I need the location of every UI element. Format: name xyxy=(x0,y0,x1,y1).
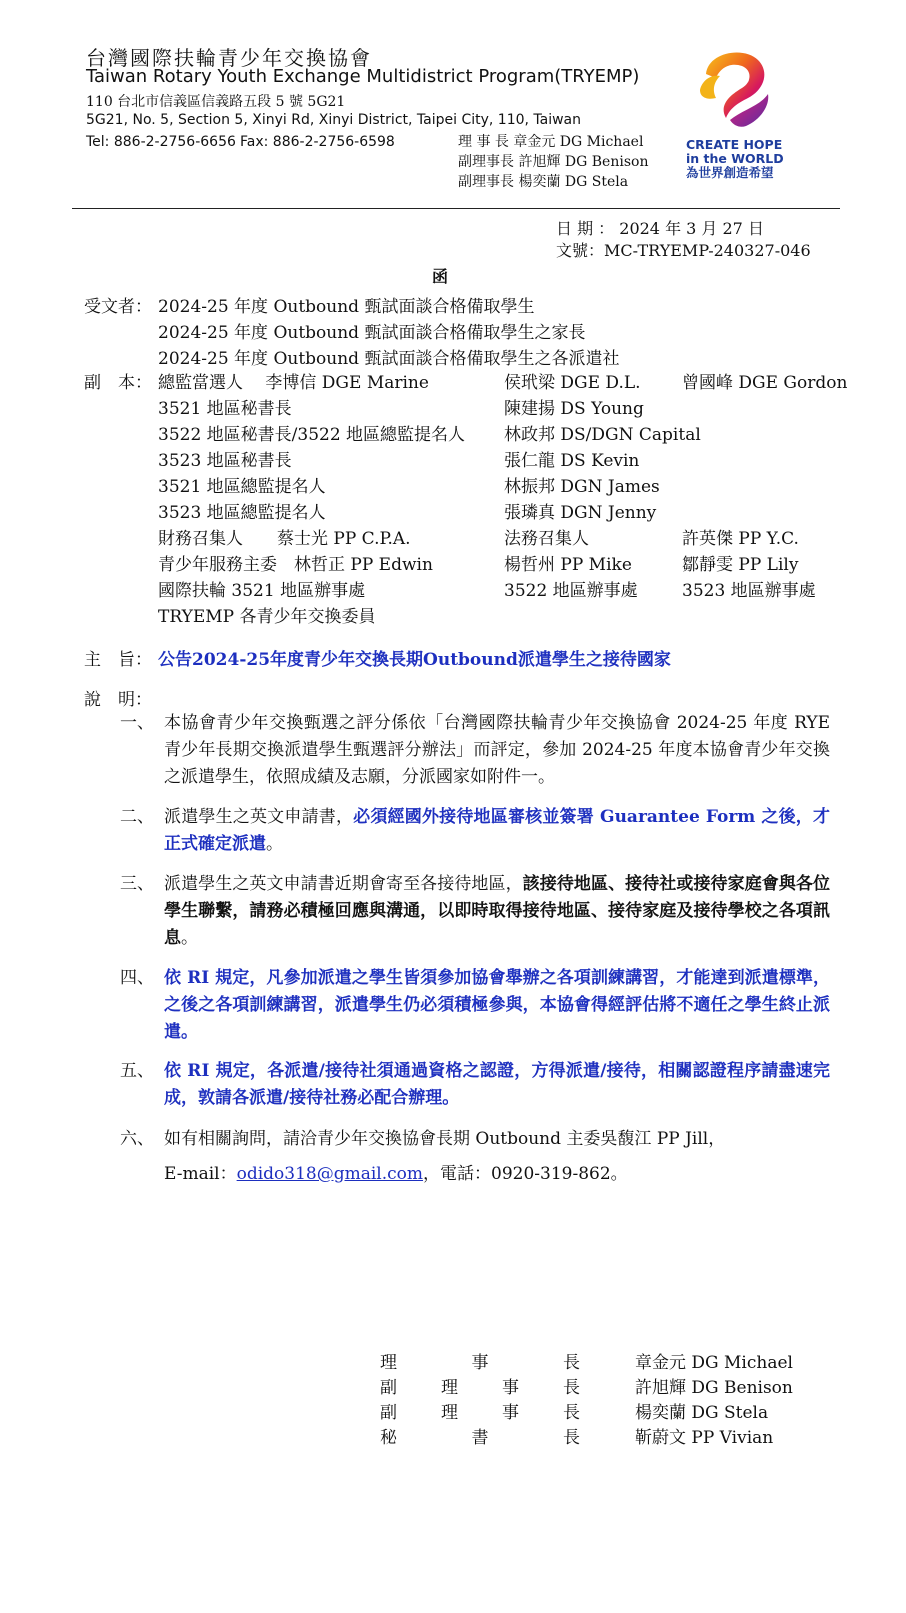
cc-entry: 侯玳梁 DGE D.L. xyxy=(504,373,641,393)
cc-entry: 陳建揚 DS Young xyxy=(504,399,644,419)
signature-name: 章金元 DG Michael xyxy=(635,1353,793,1373)
create-hope-logo xyxy=(686,44,782,134)
subject-text: 公告2024-25年度青少年交換長期Outbound派遣學生之接待國家 xyxy=(158,650,671,670)
address-en: 5G21, No. 5, Section 5, Xinyi Rd, Xinyi District, Taipei City, 110, Taiwan xyxy=(86,112,582,128)
cc-entry: 3523 地區秘書長 xyxy=(158,451,292,471)
explanation-item-4 xyxy=(120,965,830,1046)
signature-title xyxy=(380,1423,580,1448)
subject-label: 主 旨： xyxy=(84,650,152,670)
cc-entry: 青少年服務主委 林哲正 PP Edwin xyxy=(158,555,433,575)
title-char: 理 xyxy=(441,1403,458,1423)
title-char: 長 xyxy=(563,1378,580,1398)
title-char: 長 xyxy=(563,1353,580,1373)
contact-line xyxy=(164,1161,830,1188)
doc-ref: 文號：MC-TRYEMP-240327-046 xyxy=(556,241,811,260)
explanation-item-2 xyxy=(120,804,830,858)
cc-entry xyxy=(682,396,847,422)
explanation-label: 說 明： xyxy=(84,690,152,710)
cc-entry: 3523 地區總監提名人 xyxy=(158,503,326,523)
item-text-emphasis: 依 RI 規定，凡參加派遣之學生皆須參加協會舉辦之各項訓練講習，才能達到派遣標準，之後之各項訓練講習，派遣學生仍必須積極參與，本協會得經評估將不適任之學生終止派遣。 xyxy=(164,968,830,1042)
recipient-line: 2024-25 年度 Outbound 甄試面談合格備取學生之各派遣社 xyxy=(158,349,620,369)
item-text: 如有相關詢問，請洽青少年交換協會長期 Outbound 主委吳馥江 PP Jill， xyxy=(164,1129,726,1149)
cc-entry: 3521 地區秘書長 xyxy=(158,399,292,419)
item-text-emphasis: 依 RI 規定，各派遣/接待社須通過資格之認證，方得派遣/接待，相關認證程序請盡速完成，敦請各派遣/接待社務必配合辦理。 xyxy=(164,1061,830,1108)
title-char: 書 xyxy=(471,1428,489,1448)
cc-entry: 張仁龍 DS Kevin xyxy=(504,451,640,471)
fax: Fax: 886-2-2756-6598 xyxy=(240,134,395,150)
item-number: 四、 xyxy=(120,968,154,988)
tel: Tel: 886-2-2756-6656 xyxy=(86,134,236,150)
logo-tagline xyxy=(686,138,784,180)
officer-line: 副理事長 楊奕蘭 DG Stela xyxy=(458,174,629,190)
cc-entry xyxy=(682,422,847,448)
address-zh: 110 台北市信義區信義路五段 5 號 5G21 xyxy=(86,94,346,110)
cc-entry: 張璘真 DGN Jenny xyxy=(504,503,657,523)
item-text-emphasis: 必須經國外接待地區審核並簽署 Guarantee Form 之後，才正式確定派遣 xyxy=(164,807,830,854)
email-link[interactable]: odido318@gmail.com xyxy=(236,1164,424,1184)
org-name-zh: 台灣國際扶輪青少年交換協會 xyxy=(86,46,372,70)
org-name-en: Taiwan Rotary Youth Exchange Multidistrict Program(TRYEMP) xyxy=(86,66,640,87)
cc-label: 副 本： xyxy=(84,373,152,393)
officers-list xyxy=(458,132,648,192)
cc-entry: 國際扶輪 3521 地區辦事處 xyxy=(158,581,366,601)
header-divider xyxy=(72,208,840,209)
signature-row xyxy=(380,1373,840,1399)
cc-entry: TRYEMP 各青少年交換委員 xyxy=(158,607,376,627)
item-text: 本協會青少年交換甄選之評分係依「台灣國際扶輪青少年交換協會 2024-25 年度 RYE 青少年長期交換派遣學生甄選評分辦法」而評定，參加 2024-25 年度本協會青少年交換之派遣學生，依照成績及志願，分派國家如附件一。 xyxy=(164,713,830,787)
title-char: 長 xyxy=(563,1428,580,1448)
logo-line: in the WORLD xyxy=(686,151,784,166)
signature-row xyxy=(380,1423,840,1449)
recipient-line: 2024-25 年度 Outbound 甄試面談合格備取學生 xyxy=(158,297,535,317)
cc-entry: 財務召集人 蔡士光 PP C.P.A. xyxy=(158,529,411,549)
cc-entry: 法務召集人 xyxy=(504,529,589,549)
cc-entry: 3521 地區總監提名人 xyxy=(158,477,326,497)
recipient-line: 2024-25 年度 Outbound 甄試面談合格備取學生之家長 xyxy=(158,323,586,343)
explanation-item-1 xyxy=(120,710,830,791)
signature-row xyxy=(380,1348,840,1374)
email-label: E-mail： xyxy=(164,1164,237,1184)
item-text: 派遣學生之英文申請書， xyxy=(164,807,354,827)
doc-date: 日 期 ： 2024 年 3 月 27 日 xyxy=(556,219,764,238)
explanation-item-3 xyxy=(120,871,830,952)
explanation-item-5 xyxy=(120,1058,830,1112)
officer-line: 副理事長 許旭輝 DG Benison xyxy=(458,154,649,170)
phone-text: ，電話：0920-319-862。 xyxy=(423,1164,628,1184)
cc-entry: 總監當選人 李博信 DGE Marine xyxy=(158,373,429,393)
logo-line: 為世界創造希望 xyxy=(686,165,774,180)
cc-entry xyxy=(682,448,847,474)
recipients-label: 受文者： xyxy=(84,297,152,317)
cc-entry: 3522 地區辦事處 xyxy=(504,581,638,601)
signature-name: 楊奕蘭 DG Stela xyxy=(635,1403,769,1423)
title-char: 理 xyxy=(441,1378,458,1398)
cc-entry: 3522 地區秘書長/3522 地區總監提名人 xyxy=(158,425,466,445)
item-number: 五、 xyxy=(120,1061,154,1081)
item-number: 三、 xyxy=(120,874,154,894)
cc-entry xyxy=(682,474,847,500)
title-char: 事 xyxy=(471,1353,489,1373)
cc-entry: 許英傑 PP Y.C. xyxy=(682,529,799,549)
cc-entry: 曾國峰 DGE Gordon xyxy=(682,373,848,393)
cc-entry: 楊哲州 PP Mike xyxy=(504,555,632,575)
title-char: 秘 xyxy=(380,1428,397,1448)
item-text-end: 。 xyxy=(266,834,283,854)
item-text: 派遣學生之英文申請書近期會寄至各接待地區， xyxy=(164,874,523,894)
title-char: 副 xyxy=(380,1403,397,1423)
item-number: 二、 xyxy=(120,807,154,827)
cc-entry: 林振邦 DGN James xyxy=(504,477,660,497)
doc-type: 函 xyxy=(432,267,449,286)
cc-col-3 xyxy=(682,370,847,604)
title-char: 副 xyxy=(380,1378,397,1398)
item-number: 一、 xyxy=(120,713,154,733)
signature-title xyxy=(380,1348,580,1373)
item-number: 六、 xyxy=(120,1129,154,1149)
cc-entry: 3523 地區辦事處 xyxy=(682,581,816,601)
title-char: 事 xyxy=(502,1378,519,1398)
cc-entry: 鄒靜雯 PP Lily xyxy=(682,555,799,575)
explanation-item-6 xyxy=(120,1126,830,1188)
signature-name: 靳蔚文 PP Vivian xyxy=(635,1428,774,1448)
logo-line: CREATE HOPE xyxy=(686,137,783,152)
title-char: 長 xyxy=(563,1403,580,1423)
signature-name: 許旭輝 DG Benison xyxy=(635,1378,793,1398)
cc-entry xyxy=(682,500,847,526)
title-char: 理 xyxy=(380,1353,397,1373)
cc-col-2 xyxy=(504,370,701,604)
signature-title xyxy=(380,1398,580,1423)
officer-line: 理 事 長 章金元 DG Michael xyxy=(458,134,644,150)
title-char: 事 xyxy=(502,1403,519,1423)
signature-row xyxy=(380,1398,840,1424)
cc-col-1 xyxy=(158,370,465,630)
cc-entry: 林政邦 DS/DGN Capital xyxy=(504,425,701,445)
signature-title xyxy=(380,1373,580,1398)
item-text-emphasis: 該接待地區、接待社或接待家庭會與各位學生聯繫，請務必積極回應與溝通，以即時取得接待地區、接待家庭及接待學校之各項訊息 xyxy=(164,874,831,948)
item-text-end: 。 xyxy=(181,928,198,948)
recipients-list xyxy=(158,294,619,372)
